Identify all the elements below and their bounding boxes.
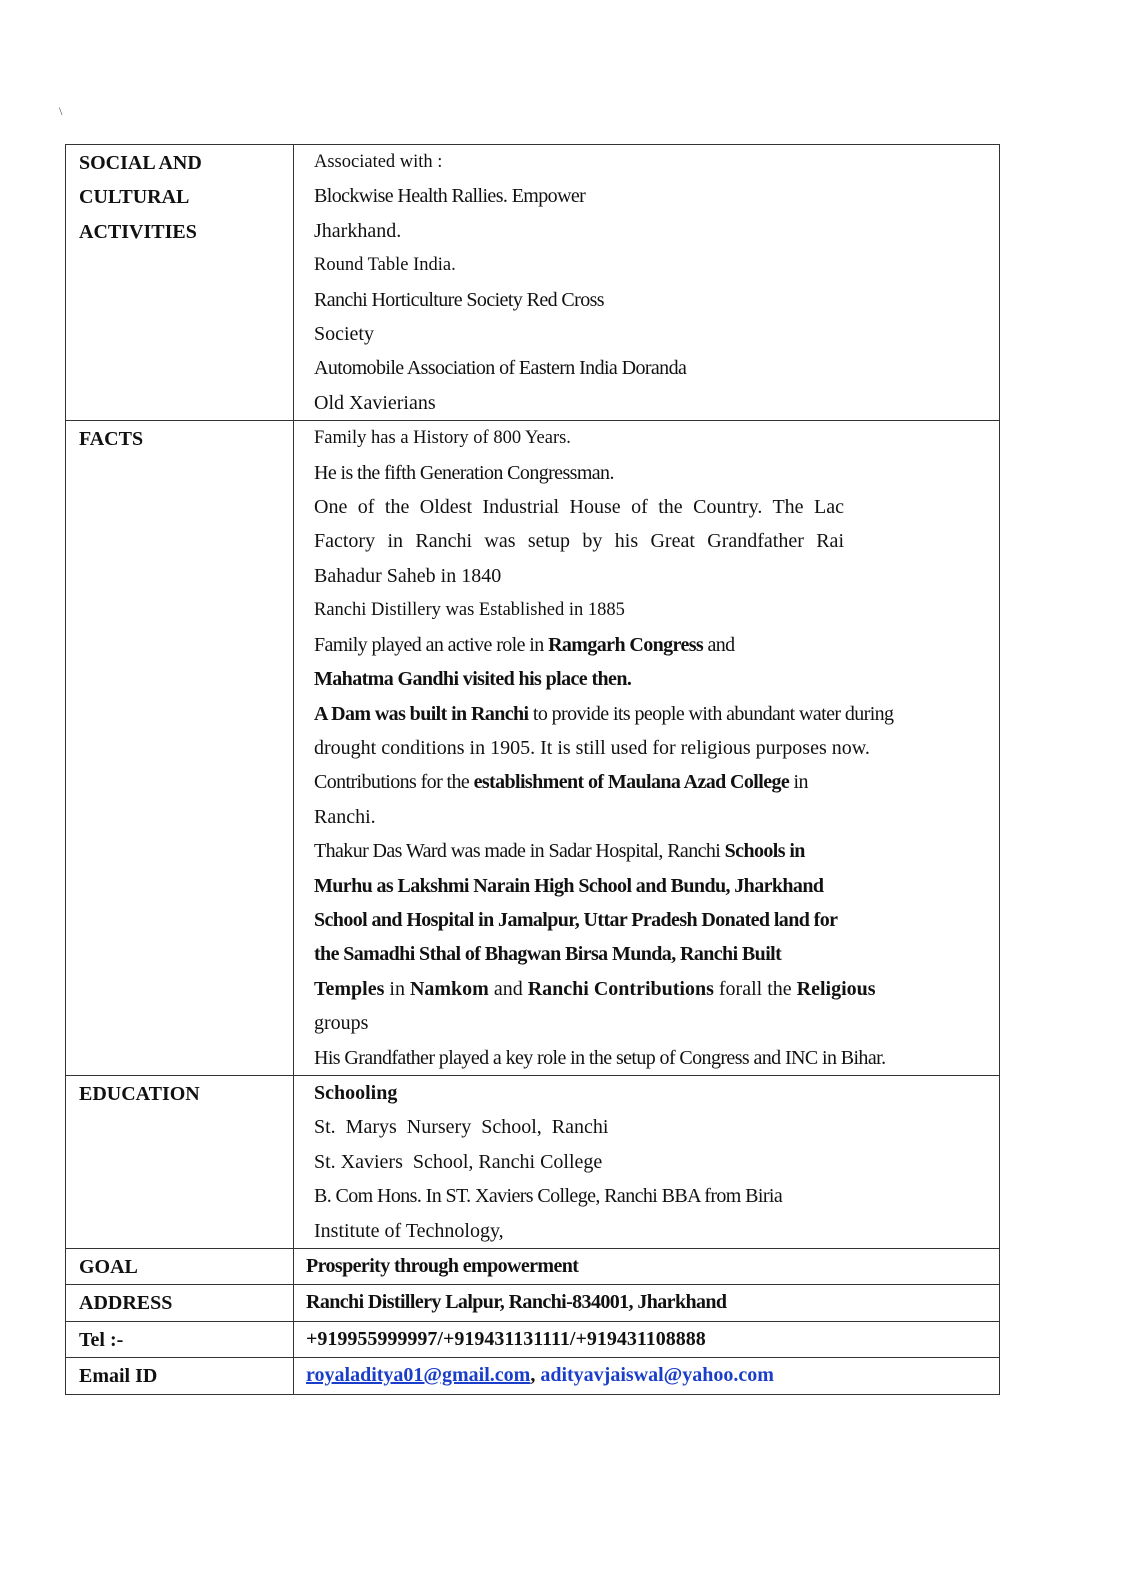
bold-span: Mahatma Gandhi visited his place then. (314, 668, 632, 691)
content-goal (294, 1249, 1000, 1285)
text-line (314, 628, 999, 662)
label-text: Email ID (79, 1365, 158, 1388)
label-line: ACTIVITIES (79, 220, 197, 243)
text-span: and (488, 977, 528, 1000)
text-span: to provide its people with abundant water during (528, 702, 894, 725)
text-line (314, 903, 999, 937)
text-line (314, 834, 999, 868)
bold-span: School and Hospital in Jamalpur, Uttar Pradesh Donated land for (314, 908, 838, 931)
text-line: Family has a History of 800 Years. (314, 428, 571, 449)
label-facts (66, 421, 294, 1076)
label-education (66, 1075, 294, 1248)
text-span: Contributions for the (314, 771, 474, 794)
label-text: ADDRESS (79, 1292, 173, 1315)
text-line: drought conditions in 1905. It is still used for religious purposes now. (314, 736, 870, 759)
bold-span: Schools in (724, 840, 805, 863)
row-email (66, 1358, 1000, 1394)
tel-value: +919955999997/+919431131111/+919431108888 (306, 1327, 706, 1350)
text-line (314, 697, 999, 731)
education-heading (314, 1076, 999, 1110)
bold-span: the Samadhi Sthal of Bhagwan Birsa Munda, Ranchi Built (314, 943, 782, 966)
bold-span: A Dam was built in Ranchi (314, 702, 529, 725)
text-span: in (789, 771, 808, 794)
bold-span: establishment of Maulana Azad College (473, 771, 790, 794)
content-email (294, 1358, 1000, 1394)
label-text: EDUCATION (79, 1082, 200, 1105)
label-text: Tel :- (79, 1328, 124, 1351)
text-line: Institute of Technology, (314, 1219, 504, 1242)
label-text: GOAL (79, 1256, 138, 1278)
row-social-cultural (66, 145, 1000, 421)
text-span: Family played an active role in (314, 633, 549, 656)
text-span: Thakur Das Ward was made in Sadar Hospital, Ranchi (314, 840, 725, 863)
text-line: St. Marys Nursery School, Ranchi (314, 1116, 609, 1139)
text-line: Blockwise Health Rallies. Empower (314, 185, 586, 208)
text-line: Old Xavierians (314, 391, 436, 414)
text-line: One of the Oldest Industrial House of the Country. The Lac (314, 496, 844, 519)
label-tel (66, 1321, 294, 1357)
label-goal (66, 1249, 294, 1285)
text-line: Ranchi. (314, 805, 376, 828)
text-line (314, 765, 999, 799)
text-line: Ranchi Horticulture Society Red Cross (314, 288, 604, 311)
text-line: Jharkhand. (314, 219, 402, 242)
label-social-cultural (66, 145, 294, 421)
bold-span: Murhu as Lakshmi Narain High School and Bundu, Jharkhand (314, 874, 824, 897)
content-education (294, 1075, 1000, 1248)
email-separator: , (530, 1364, 541, 1387)
text-span: in (384, 977, 410, 1000)
row-goal (66, 1249, 1000, 1285)
profile-table (65, 144, 1000, 1395)
text-line: Round Table India. (314, 255, 456, 276)
label-line: SOCIAL AND (79, 152, 202, 174)
label-email (66, 1358, 294, 1394)
text-line: B. Com Hons. In ST. Xaviers College, Ranchi BBA from Biria (314, 1185, 783, 1208)
text-line (314, 972, 999, 1006)
content-address (294, 1285, 1000, 1321)
text-line: Bahadur Saheb in 1840 (314, 564, 502, 587)
email-link-yahoo[interactable]: adityavjaiswal@yahoo.com (540, 1364, 774, 1387)
text-line: groups (314, 1012, 369, 1035)
content-tel (294, 1321, 1000, 1357)
email-link-gmail[interactable]: royaladitya01@gmail.com (306, 1364, 531, 1387)
bold-span: Ramgarh Congress (548, 633, 704, 656)
text-line: His Grandfather played a key role in the setup of Congress and INC in Bihar. (314, 1046, 886, 1069)
label-address (66, 1285, 294, 1321)
row-education (66, 1075, 1000, 1248)
content-facts (294, 421, 1000, 1076)
text-line: He is the fifth Generation Congressman. (314, 461, 614, 484)
bold-span: Schooling (314, 1081, 398, 1104)
bold-span: Religious (796, 977, 876, 1000)
text-line (314, 869, 999, 903)
text-line (314, 937, 999, 971)
page-mark: \ (59, 104, 63, 118)
address-value: Ranchi Distillery Lalpur, Ranchi-834001, Jharkhand (306, 1291, 727, 1314)
bold-span: Ranchi Contributions (527, 977, 714, 1000)
text-line: Associated with : (314, 152, 443, 172)
email-values (306, 1358, 999, 1392)
text-line (314, 662, 999, 696)
row-address (66, 1285, 1000, 1321)
text-line: St. Xaviers School, Ranchi College (314, 1150, 603, 1173)
text-span: forall the (713, 977, 797, 1000)
label-line: CULTURAL (79, 186, 190, 209)
row-facts (66, 421, 1000, 1076)
label-text: FACTS (79, 428, 144, 451)
text-line: Ranchi Distillery was Established in 1885 (314, 600, 625, 621)
row-tel (66, 1321, 1000, 1357)
text-line: Society (314, 323, 374, 346)
text-line: Factory in Ranchi was setup by his Great Grandfather Rai (314, 530, 844, 553)
text-span: and (703, 633, 735, 656)
text-line: Automobile Association of Eastern India Doranda (314, 357, 687, 380)
content-social-cultural (294, 145, 1000, 421)
bold-span: Temples (314, 977, 385, 1000)
bold-span: Namkom (409, 977, 489, 1000)
goal-value: Prosperity through empowerment (306, 1255, 579, 1277)
